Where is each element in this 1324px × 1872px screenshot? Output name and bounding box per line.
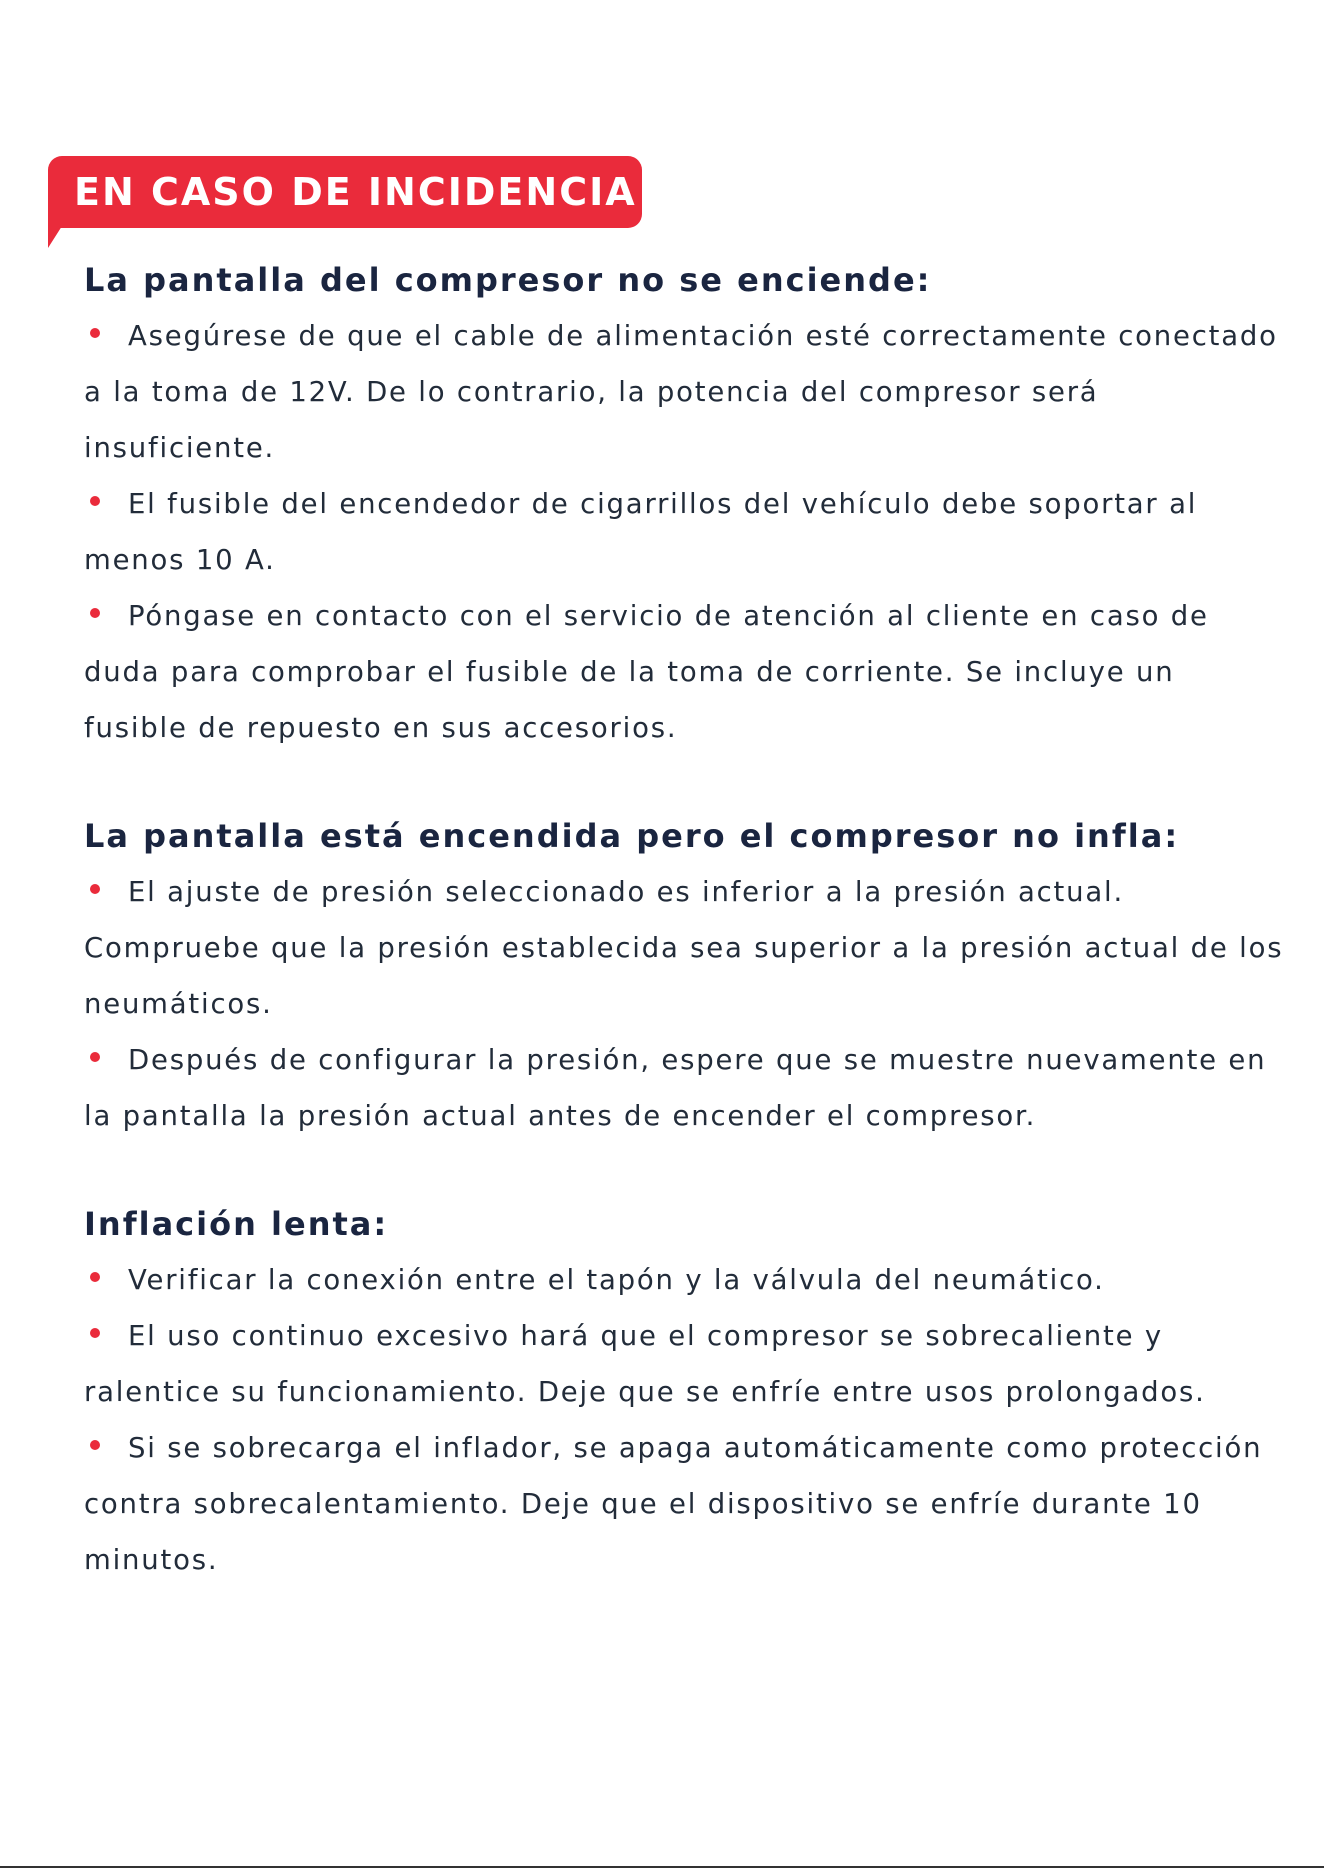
list-item <box>84 308 1284 476</box>
list-item-text: El fusible del encendedor de cigarrillos del vehículo debe soportar al menos 10 A. <box>84 488 1198 576</box>
page-bottom-rule <box>0 1866 1324 1868</box>
banner-title: EN CASO DE INCIDENCIA <box>74 170 637 214</box>
list-item-text: Después de configurar la presión, espere que se muestre nuevamente en la pantalla la presión actual antes de encender el compresor. <box>84 1044 1267 1132</box>
bullet-icon <box>90 1272 100 1282</box>
section-heading: La pantalla está encendida pero el compresor no infla: <box>84 817 1180 855</box>
list-item-text: El ajuste de presión seleccionado es inferior a la presión actual. Compruebe que la presión establecida sea superior a la presión actual de los neumáticos. <box>84 876 1284 1020</box>
list-item <box>84 1308 1284 1420</box>
list-item <box>84 588 1284 756</box>
list-item <box>84 1420 1284 1588</box>
section-not-inflating <box>84 812 1284 1144</box>
section-heading: La pantalla del compresor no se enciende: <box>84 261 932 299</box>
section-display-off <box>84 256 1284 756</box>
list-item-text: El uso continuo excesivo hará que el compresor se sobrecaliente y ralentice su funcionamiento. Deje que se enfríe entre usos prolongados. <box>84 1320 1206 1408</box>
list-item-text: Póngase en contacto con el servicio de atención al cliente en caso de duda para comprobar el fusible de la toma de corriente. Se incluye un fusible de repuesto en sus accesorios. <box>84 600 1209 744</box>
bullet-icon <box>90 328 100 338</box>
bullet-icon <box>90 884 100 894</box>
banner-tail <box>48 226 62 248</box>
list-item <box>84 476 1284 588</box>
list-item-text: Verificar la conexión entre el tapón y la válvula del neumático. <box>128 1264 1105 1296</box>
list-item-text: Si se sobrecarga el inflador, se apaga automáticamente como protección contra sobrecalentamiento. Deje que el dispositivo se enfríe durante 10 minutos. <box>84 1432 1263 1576</box>
list-item <box>84 1032 1284 1144</box>
section-heading: Inflación lenta: <box>84 1205 389 1243</box>
section-slow-inflation <box>84 1200 1284 1588</box>
bullet-icon <box>90 1052 100 1062</box>
list-item-text: Asegúrese de que el cable de alimentación esté correctamente conectado a la toma de 12V. De lo contrario, la potencia del compresor será insuficiente. <box>84 320 1278 464</box>
bullet-icon <box>90 496 100 506</box>
bullet-icon <box>90 608 100 618</box>
bullet-icon <box>90 1328 100 1338</box>
troubleshooting-content <box>84 256 1284 1644</box>
list-item <box>84 1252 1284 1308</box>
bullet-icon <box>90 1440 100 1450</box>
list-item <box>84 864 1284 1032</box>
